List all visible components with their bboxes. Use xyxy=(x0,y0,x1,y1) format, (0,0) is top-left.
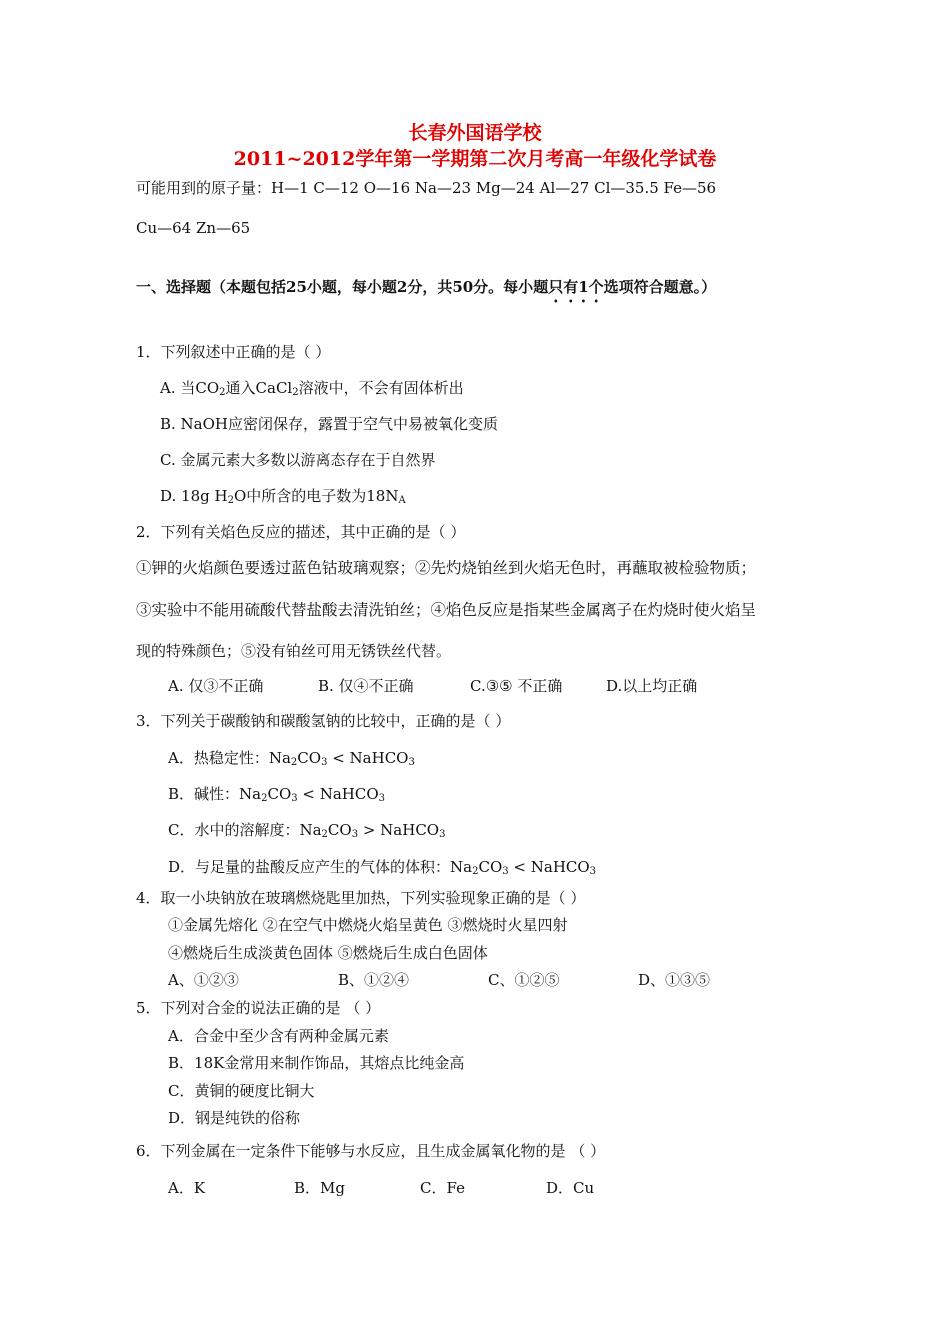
q4-statement-line-2: ④燃烧后生成淡黄色固体 ⑤燃烧后生成白色固体 xyxy=(168,944,488,962)
q2-option-d: D.以上均正确 xyxy=(606,677,698,695)
q3-a-tail: < NaHCO xyxy=(327,749,409,767)
q4-option-d: D、①③⑤ xyxy=(638,971,711,989)
q3-option-d xyxy=(168,857,596,877)
q3-c-tail: > NaHCO xyxy=(358,821,440,839)
q6-option-d: D．Cu xyxy=(546,1179,595,1197)
q3-a-sub3b: 3 xyxy=(408,757,415,768)
school-title: 长春外国语学校 xyxy=(408,122,542,144)
q3-d-sub2: 2 xyxy=(472,866,479,877)
q5-option-c: C．黄铜的硬度比铜大 xyxy=(168,1082,315,1100)
q1-option-c: C. 金属元素大多数以游离态存在于自然界 xyxy=(160,451,436,469)
q3-a-pre: A．热稳定性：Na xyxy=(168,749,291,767)
q3-b-post: CO xyxy=(267,785,292,803)
q3-b-sub3b: 3 xyxy=(378,793,386,804)
q3-d-sub3b: 3 xyxy=(589,866,597,877)
q3-c-pre: C．水中的溶解度：Na xyxy=(168,821,322,839)
q4-stem: 4．取一小块钠放在玻璃燃烧匙里加热，下列实验现象正确的是（ ） xyxy=(136,889,586,907)
q3-option-c xyxy=(168,820,445,840)
q3-stem: 3．下列关于碳酸钠和碳酸氢钠的比较中，正确的是（ ） xyxy=(136,712,511,730)
q2-option-c: C.③⑤ 不正确 xyxy=(470,677,563,695)
q5-option-b: B．18K金常用来制作饰品，其熔点比纯金高 xyxy=(168,1054,465,1072)
q1-option-a xyxy=(160,378,464,398)
q3-b-sub2: 2 xyxy=(261,793,268,804)
q1-option-b: B. NaOH应密闭保存，露置于空气中易被氧化变质 xyxy=(160,415,499,433)
q3-b-sub3: 3 xyxy=(291,793,298,804)
q1-a-sub2: 2 xyxy=(292,387,299,398)
exam-title: 2011~2012学年第一学期第二次月考高一年级化学试卷 xyxy=(233,148,717,170)
q1-a-pre: A. 当CO xyxy=(160,379,220,397)
q3-a-sub3: 3 xyxy=(321,757,328,768)
q2-option-a: A. 仅③不正确 xyxy=(168,677,264,695)
q1-d-sub2: A xyxy=(398,495,406,506)
q4-statement-line-1: ①金属先熔化 ②在空气中燃烧火焰呈黄色 ③燃烧时火星四射 xyxy=(168,916,568,934)
q6-stem: 6．下列金属在一定条件下能够与水反应，且生成金属氧化物的是 （ ） xyxy=(136,1142,606,1160)
section-heading xyxy=(136,277,716,306)
q3-option-a xyxy=(168,748,415,768)
q5-option-d: D．钢是纯铁的俗称 xyxy=(168,1109,301,1127)
q1-option-d xyxy=(160,486,406,506)
q3-option-b xyxy=(168,784,385,804)
q3-a-post: CO xyxy=(297,749,322,767)
q1-a-mid: 通入CaCl xyxy=(225,379,293,397)
q3-c-sub3: 3 xyxy=(351,829,359,840)
q1-stem: 1．下列叙述中正确的是（ ） xyxy=(136,343,331,361)
q3-d-sub3: 3 xyxy=(502,866,509,877)
q6-option-a: A．K xyxy=(168,1179,206,1197)
q5-stem: 5．下列对合金的说法正确的是 （ ） xyxy=(136,999,381,1017)
q3-b-pre: B．碱性：Na xyxy=(168,785,262,803)
q2-statement-line-3: 现的特殊颜色；⑤没有铂丝可用无锈铁丝代替。 xyxy=(136,642,452,660)
q2-statement-line-1: ①钾的火焰颜色要透过蓝色钴玻璃观察；②先灼烧铂丝到火焰无色时，再蘸取被检验物质； xyxy=(136,559,757,577)
q4-option-c: C、①②⑤ xyxy=(488,971,560,989)
q3-d-pre: D．与足量的盐酸反应产生的气体的体积：Na xyxy=(168,858,473,876)
q1-a-post: 溶液中，不会有固体析出 xyxy=(298,379,464,397)
section-heading-suffix: 选项符合题意。） xyxy=(603,278,717,296)
q3-b-tail: < NaHCO xyxy=(297,785,379,803)
section-heading-prefix: 一、选择题（本题包括25小题，每小题2分，共50分。每小题 xyxy=(136,278,549,296)
q3-d-post: CO xyxy=(478,858,503,876)
q4-option-a: A、①②③ xyxy=(168,971,239,989)
q4-option-b: B、①②④ xyxy=(338,971,410,989)
q1-d-pre: D. 18g H xyxy=(160,487,228,505)
q1-d-mid: O中所含的电子数为18N xyxy=(233,487,399,505)
q3-c-post: CO xyxy=(327,821,352,839)
atomic-mass-line-1: 可能用到的原子量：H—1 C—12 O—16 Na—23 Mg—24 Al—27 Cl—35.5 Fe—56 xyxy=(136,179,717,197)
q1-a-sub1: 2 xyxy=(219,387,226,398)
q2-stem: 2．下列有关焰色反应的描述，其中正确的是（ ） xyxy=(136,523,466,541)
q6-option-c: C．Fe xyxy=(420,1179,465,1197)
q3-a-sub2: 2 xyxy=(290,757,298,768)
q3-d-tail: < NaHCO xyxy=(508,858,590,876)
q1-d-sub1: 2 xyxy=(227,495,234,506)
atomic-mass-line-2: Cu—64 Zn—65 xyxy=(136,219,251,237)
q3-c-sub3b: 3 xyxy=(439,829,446,840)
q6-option-b: B．Mg xyxy=(294,1179,345,1197)
q2-option-b: B. 仅④不正确 xyxy=(318,677,414,695)
section-heading-emphasis: 只有1个 xyxy=(548,278,604,296)
q5-option-a: A．合金中至少含有两种金属元素 xyxy=(168,1027,389,1045)
q3-c-sub2: 2 xyxy=(321,829,328,840)
q2-statement-line-2: ③实验中不能用硫酸代替盐酸去清洗铂丝；④焰色反应是指某些金属离子在灼烧时使火焰呈 xyxy=(136,601,757,619)
